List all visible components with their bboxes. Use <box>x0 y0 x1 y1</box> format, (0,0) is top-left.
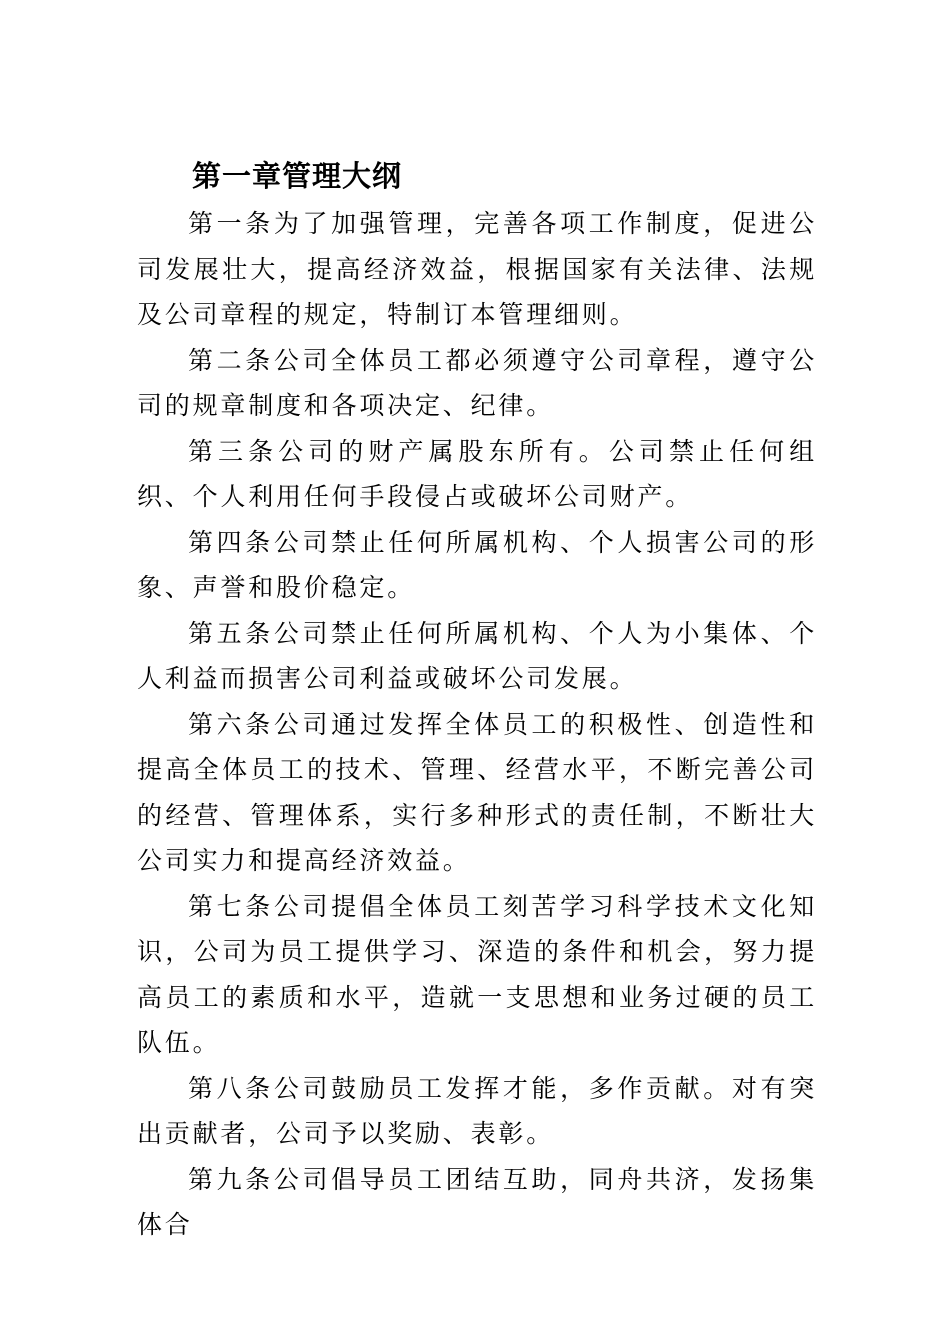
article-3: 第三条公司的财产属股东所有。公司禁止任何组织、个人利用任何手段侵占或破坏公司财产。 <box>137 436 817 511</box>
article-1: 第一条为了加强管理，完善各项工作制度，促进公司发展壮大，提高经济效益，根据国家有关法律、法规及公司章程的规定，特制订本管理细则。 <box>137 209 817 329</box>
article-8: 第八条公司鼓励员工发挥才能，多作贡献。对有突出贡献者，公司予以奖励、表彰。 <box>137 1073 817 1148</box>
article-7: 第七条公司提倡全体员工刻苦学习科学技术文化知识，公司为员工提供学习、深造的条件和机会，努力提高员工的素质和水平，造就一支思想和业务过硬的员工队伍。 <box>137 891 817 1057</box>
article-9: 第九条公司倡导员工团结互助，同舟共济，发扬集体合 <box>137 1164 817 1239</box>
article-5: 第五条公司禁止任何所属机构、个人为小集体、个人利益而损害公司利益或破坏公司发展。 <box>137 618 817 693</box>
document-body <box>137 201 817 1248</box>
chapter-title: 第一章管理大纲 <box>192 159 403 193</box>
article-4: 第四条公司禁止任何所属机构、个人损害公司的形象、声誉和股价稳定。 <box>137 527 817 602</box>
article-6: 第六条公司通过发挥全体员工的积极性、创造性和提高全体员工的技术、管理、经营水平，不断完善公司的经营、管理体系，实行多种形式的责任制，不断壮大公司实力和提高经济效益。 <box>137 709 817 875</box>
article-2: 第二条公司全体员工都必须遵守公司章程，遵守公司的规章制度和各项决定、纪律。 <box>137 345 817 420</box>
